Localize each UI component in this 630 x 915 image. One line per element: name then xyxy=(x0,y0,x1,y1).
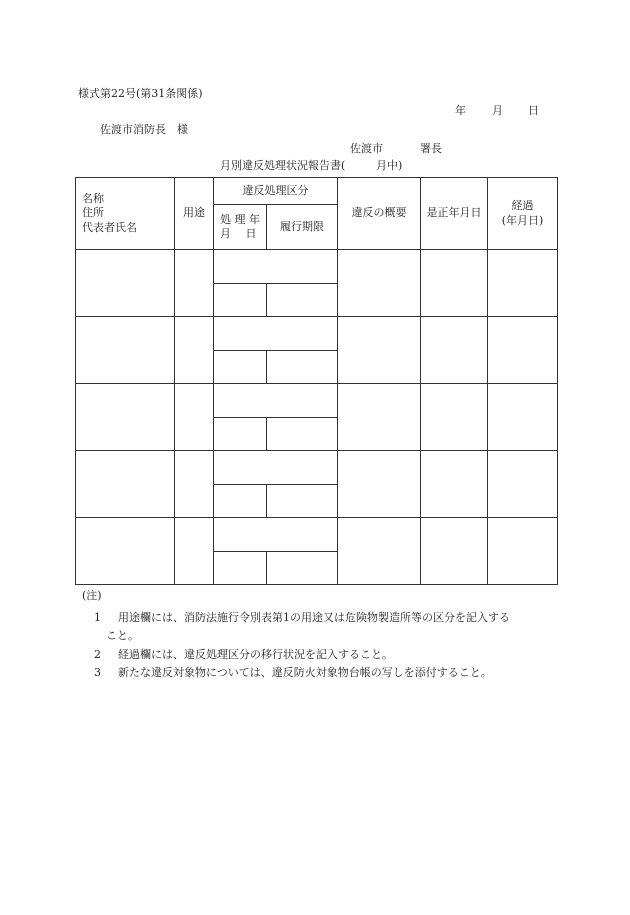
corrected-date-cell[interactable] xyxy=(421,518,488,585)
use-cell[interactable] xyxy=(175,250,214,317)
corrected-date-cell[interactable] xyxy=(421,384,488,451)
category-cell[interactable] xyxy=(214,518,338,552)
processed-date-cell[interactable] xyxy=(214,552,267,585)
summary-cell[interactable] xyxy=(338,317,421,384)
use-cell[interactable] xyxy=(175,451,214,518)
summary-cell[interactable] xyxy=(338,451,421,518)
header-summary: 違反の概要 xyxy=(338,178,421,250)
progress-cell[interactable] xyxy=(488,451,558,518)
note-number: 1 xyxy=(94,611,101,624)
progress-cell[interactable] xyxy=(488,518,558,585)
summary-cell[interactable] xyxy=(338,250,421,317)
header-use: 用途 xyxy=(175,178,214,250)
note-number: 3 xyxy=(94,666,101,679)
deadline-cell[interactable] xyxy=(267,351,338,384)
date-year-label: 年 xyxy=(455,104,466,117)
form-number: 様式第22号(第31条関係) xyxy=(78,87,203,100)
header-deadline: 履行期限 xyxy=(267,205,338,250)
sender-chief: 署長 xyxy=(420,142,442,155)
header-processed-date xyxy=(214,205,267,250)
header-name-line3: 代表者氏名 xyxy=(82,220,137,234)
processed-date-cell[interactable] xyxy=(214,284,267,317)
header-processed-line1: 処 理 年 xyxy=(220,212,260,226)
header-category: 違反処理区分 xyxy=(214,178,338,205)
processed-date-cell[interactable] xyxy=(214,351,267,384)
header-row-1 xyxy=(76,178,558,205)
name-cell[interactable] xyxy=(76,384,175,451)
use-cell[interactable] xyxy=(175,518,214,585)
name-cell[interactable] xyxy=(76,250,175,317)
notes-heading: (注) xyxy=(82,589,102,602)
date-month-label: 月 xyxy=(492,104,503,117)
header-name-line2: 住所 xyxy=(82,206,104,220)
note-text: 用途欄には、消防法施行令別表第1の用途又は危険物製造所等の区分を記入する xyxy=(118,611,510,624)
deadline-cell[interactable] xyxy=(267,418,338,451)
corrected-date-cell[interactable] xyxy=(421,451,488,518)
note-text: 経過欄には、違反処理区分の移行状況を記入すること。 xyxy=(118,648,393,661)
header-progress-line2: (年月日) xyxy=(501,213,544,227)
header-corrected: 是正年月日 xyxy=(421,178,488,250)
processed-date-cell[interactable] xyxy=(214,485,267,518)
header-processed-line2: 月 日 xyxy=(220,227,257,240)
sender-city: 佐渡市 xyxy=(350,142,383,155)
header-progress-line1: 経過 xyxy=(511,199,534,213)
header-name xyxy=(76,178,175,250)
deadline-cell[interactable] xyxy=(267,485,338,518)
title-month: 月中) xyxy=(376,159,403,172)
header-name-line1: 名称 xyxy=(82,192,104,206)
name-cell[interactable] xyxy=(76,518,175,585)
note-text-continued: こと。 xyxy=(106,629,139,642)
table-row xyxy=(76,384,558,418)
deadline-cell[interactable] xyxy=(267,284,338,317)
header-progress xyxy=(488,178,558,250)
use-cell[interactable] xyxy=(175,317,214,384)
note-text: 新たな違反対象物については、違反防火対象物台帳の写しを添付すること。 xyxy=(118,666,492,679)
progress-cell[interactable] xyxy=(488,384,558,451)
addressee: 佐渡市消防長 様 xyxy=(100,123,188,136)
name-cell[interactable] xyxy=(76,451,175,518)
table-row xyxy=(76,518,558,552)
report-table xyxy=(75,177,558,585)
deadline-cell[interactable] xyxy=(267,552,338,585)
progress-cell[interactable] xyxy=(488,317,558,384)
category-cell[interactable] xyxy=(214,250,338,284)
table-row xyxy=(76,250,558,284)
summary-cell[interactable] xyxy=(338,384,421,451)
note-number: 2 xyxy=(94,648,101,661)
summary-cell[interactable] xyxy=(338,518,421,585)
table-row xyxy=(76,317,558,351)
table-row xyxy=(76,451,558,485)
progress-cell[interactable] xyxy=(488,250,558,317)
date-day-label: 日 xyxy=(528,104,539,117)
title-main: 月別違反処理状況報告書( xyxy=(220,159,346,172)
corrected-date-cell[interactable] xyxy=(421,250,488,317)
name-cell[interactable] xyxy=(76,317,175,384)
category-cell[interactable] xyxy=(214,317,338,351)
category-cell[interactable] xyxy=(214,384,338,418)
processed-date-cell[interactable] xyxy=(214,418,267,451)
use-cell[interactable] xyxy=(175,384,214,451)
category-cell[interactable] xyxy=(214,451,338,485)
corrected-date-cell[interactable] xyxy=(421,317,488,384)
